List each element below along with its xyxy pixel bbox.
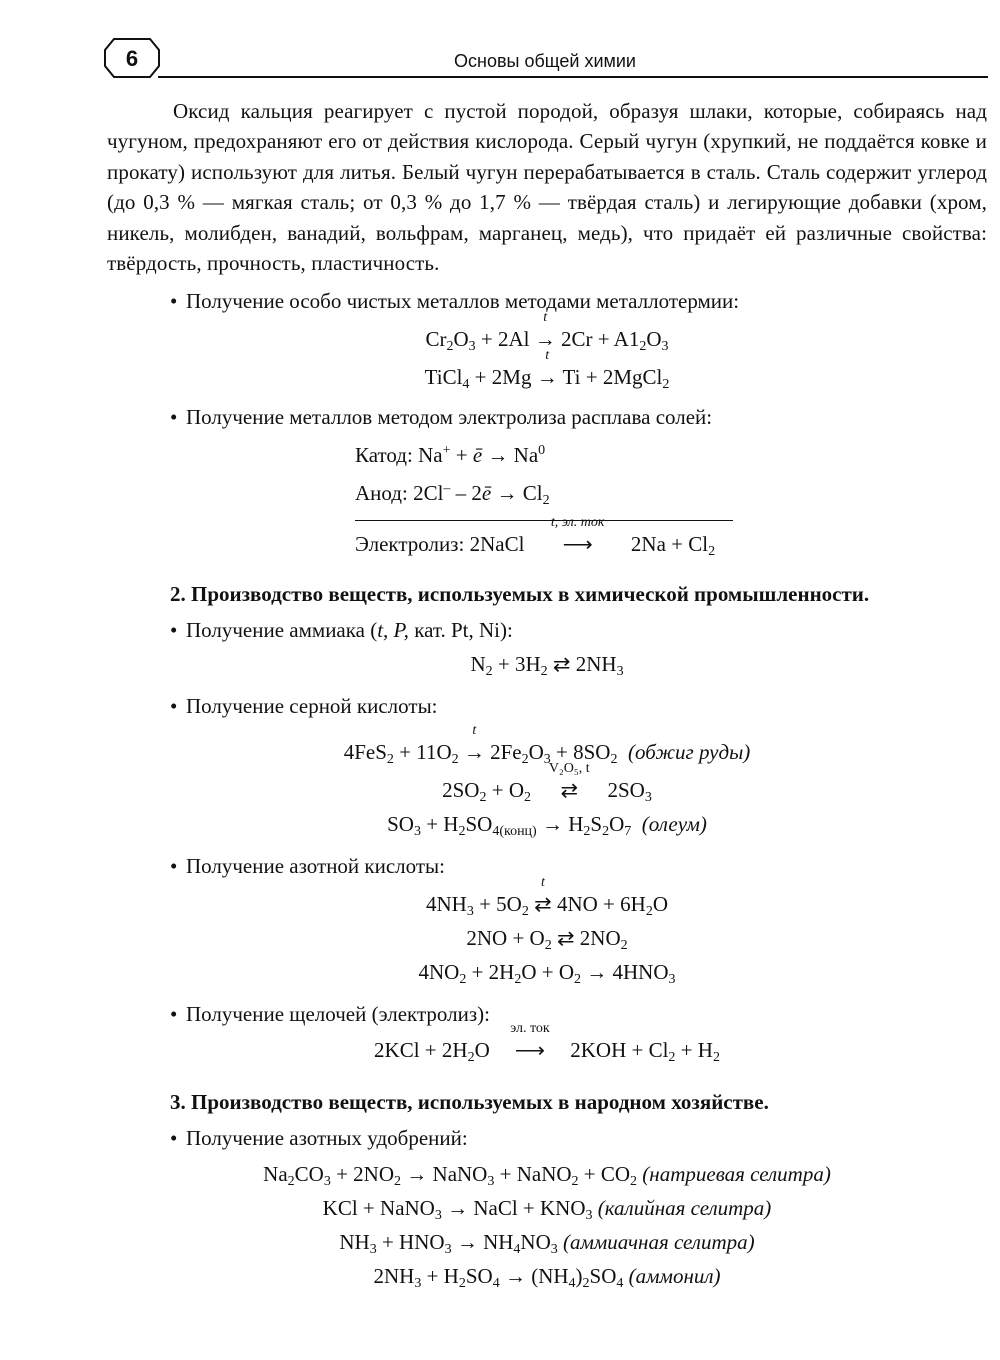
electrolysis-label: Электролиз: <box>355 532 465 557</box>
arrow-label-el-current: эл. ток <box>510 1021 550 1037</box>
equation-oleum: $SO_3 + H_2SO_{4(конц)} \to H_2S_2O_7$ (олеум) <box>387 812 707 840</box>
arrow-heat: t → <box>534 310 556 352</box>
note-oleum: (олеум) <box>641 812 707 837</box>
arrow-label-t: t <box>540 875 545 891</box>
arrow-equilibrium-heat: t ⇄ <box>534 875 552 917</box>
intro-paragraph: Оксид кальция реагирует с пустой породой, образуя шлаки, которые, собираясь над чугуном, предохраняют его от действия кислорода. Серый чугун (хрупкий, не поддаётся ковке и прокату) используют для литья. Белый чугун перерабатывается в сталь. Сталь содержит углерод (до 0,3 % — мягкая сталь; от 0,3 % до 1,7 % — твёрдая сталь) и легирующие добавки (хром, никель, молибден, ванадий, вольфрам, марганец, медь), что придаёт ей различные свойства: твёрдость, прочность, пластичность. <box>107 99 987 276</box>
bullet-metallothermy: • Получение особо чистых металлов методами металлотермии: <box>170 289 740 314</box>
equation-kcl-electrolysis: $2KCl + 2H_2O$ эл. ток ⟶ $2KOH + Cl_2 + H_2$ <box>374 1021 720 1066</box>
anode-label: Анод: <box>355 481 408 506</box>
equation-ammonium-sulfate: $2NH_3 + H_2SO_4 \to (NH_4)_2SO_4$ (аммонил) <box>373 1264 721 1292</box>
bullet-electrolysis: • Получение металлов методом электролиза расплава солей: <box>170 405 713 430</box>
arrow-equilibrium: V₂O₅, t ⇄ <box>536 775 602 805</box>
note-ammonium-sulfate: (аммонил) <box>628 1264 721 1289</box>
note-ammonium-nitrate: (аммиачная селитра) <box>563 1230 755 1255</box>
equation-electrolysis: Электролиз: 2NaCl t, эл. ток ⟶ $2Na + Cl_2$ <box>355 515 716 560</box>
equation-fes2: $4FeS_2 + 11O_2$ t → $2Fe_2O_3 + 8SO_2$ (обжиг руды) <box>343 723 751 768</box>
ammonia-conditions: t, P, <box>377 618 409 643</box>
equation-potassium-nitrate: KCl + NaNO$_3$ → NaCl + $KNO_3$ (калийная селитра) <box>322 1196 772 1224</box>
section-3-heading: 3. Производство веществ, используемых в народном хозяйстве. <box>170 1090 769 1115</box>
note-potassium-nitrate: (калийная селитра) <box>597 1196 772 1221</box>
arrow-long: эл. ток ⟶ <box>495 1035 565 1065</box>
note-sodium-nitrate: (натриевая селитра) <box>642 1162 831 1187</box>
page-number-badge <box>104 38 160 78</box>
equation-cr2o3: $Cr_2O_3 + 2Al$ t → $2Cr + A1_2O_3$ <box>425 310 669 355</box>
page-content <box>107 96 987 1291</box>
page-number: 6 <box>125 46 139 71</box>
arrow-heat: t → <box>536 348 558 390</box>
note-roasting: (обжиг руды) <box>627 740 751 765</box>
equation-anode: Анод: 2Cl– – 2ē → $Cl_2$ <box>355 481 550 509</box>
bullet-ammonia: • Получение аммиака (t, P, кат. Pt, Ni): <box>170 618 513 643</box>
bullet-ammonia-text: Получение аммиака ( <box>186 618 378 643</box>
ammonia-catalyst: кат. Pt, Ni): <box>408 618 513 643</box>
page-header <box>0 0 1000 90</box>
arrow-long: t, эл. ток ⟶ <box>530 529 626 559</box>
arrow-label-v2o5: V₂O₅, t <box>548 761 590 777</box>
equation-so2: $2SO_2 + O_2$ V₂O₅, t ⇄ $2SO_3$ <box>442 761 652 806</box>
header-rule <box>158 76 988 78</box>
equation-ticl4: TiCl$_4$ + 2Mg t → Ti + 2MgCl$_2$ <box>424 348 670 393</box>
equation-no-oxidation: $2NO + O_2$ ⇄ $2NO_2$ <box>466 926 628 954</box>
bullet-fertilizers-text: Получение азотных удобрений: <box>186 1126 468 1151</box>
arrow-label-t-el-current: t, эл. ток <box>550 515 605 531</box>
arrow-label-t: t <box>472 723 477 739</box>
bullet-metallothermy-text: Получение особо чистых металлов методами металлотермии: <box>186 289 740 314</box>
equation-nh3-oxidation: $4NH_3 + 5O_2$ t ⇄ $4NO + 6H_2O$ <box>426 875 668 920</box>
running-title: Основы общей химии <box>454 51 636 71</box>
bullet-sulfuric: • Получение серной кислоты: <box>170 694 438 719</box>
equation-ammonia: $N_2 + 3H_2$ ⇄ $2NH_3$ <box>470 652 624 680</box>
equation-cathode: Катод: Na+ + ē → $Na^0$ <box>355 443 546 468</box>
bullet-sulfuric-text: Получение серной кислоты: <box>186 694 438 719</box>
equation-ammonium-nitrate: $NH_3 + HNO_3 \to NH_4NO_3$ (аммиачная селитра) <box>339 1230 755 1258</box>
bullet-fertilizers: • Получение азотных удобрений: <box>170 1126 468 1151</box>
arrow-label-t: t <box>545 348 550 364</box>
arrow-heat: t → <box>463 723 485 765</box>
bullet-alkali: • Получение щелочей (электролиз): <box>170 1002 490 1027</box>
section-2-heading: 2. Производство веществ, используемых в химической промышленности. <box>170 582 870 607</box>
equation-hno3: $4NO_2 + 2H_2O + O_2 \to 4HNO_3$ <box>418 960 676 988</box>
arrow-label-t: t <box>543 310 548 326</box>
bullet-nitric-text: Получение азотной кислоты: <box>186 854 446 879</box>
cathode-label: Катод: <box>355 443 413 468</box>
equation-sodium-nitrate: $Na_2CO_3 + 2NO_2$ → NaNO$_3$ + NaNO$_2$ + $CO_2$ (натриевая селитра) <box>263 1162 831 1190</box>
bullet-alkali-text: Получение щелочей (электролиз): <box>186 1002 490 1027</box>
bullet-nitric: • Получение азотной кислоты: <box>170 854 446 879</box>
bullet-electrolysis-text: Получение металлов методом электролиза расплава солей: <box>186 405 713 430</box>
